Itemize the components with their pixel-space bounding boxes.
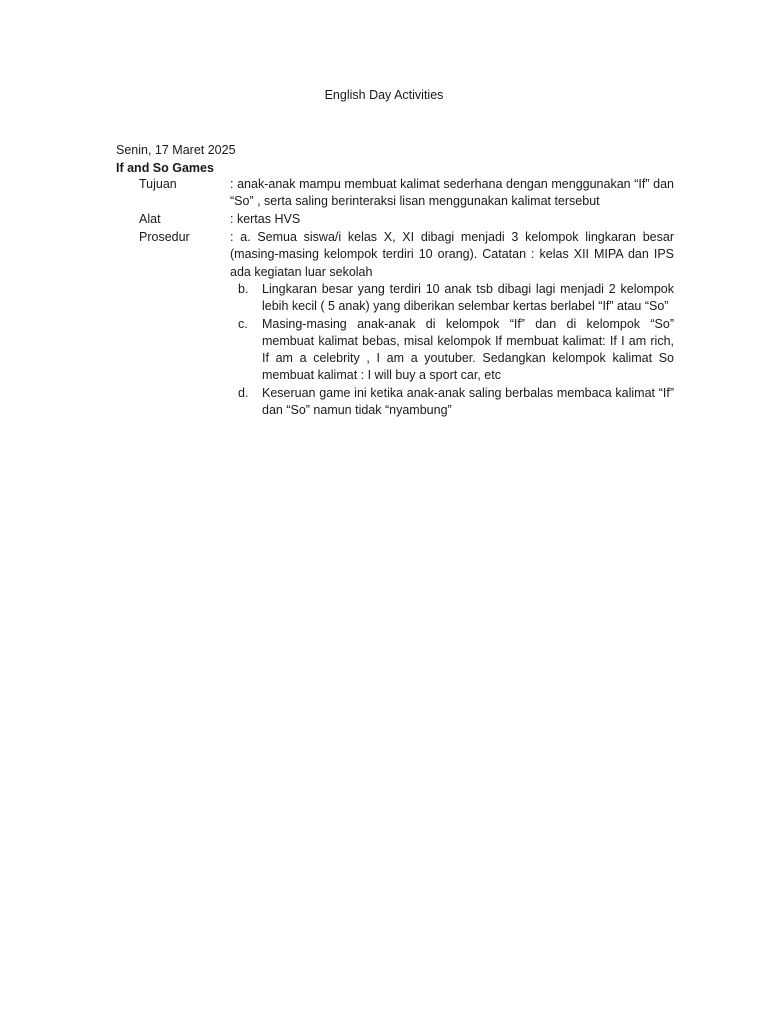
section-heading: If and So Games bbox=[116, 161, 214, 175]
step-text: Masing-masing anak-anak di kelompok “If” dan di kelompok “So” membuat kalimat bebas, misal kelompok If membuat kalimat: If I am rich, If am a celebrity , I am a youtuber. Sedangkan kelompok kalimat So membuat kalimat : I will buy a sport car, etc bbox=[262, 316, 674, 383]
activity-date: Senin, 17 Maret 2025 bbox=[116, 143, 236, 157]
prosedur-step bbox=[238, 385, 674, 420]
tujuan-value: : anak-anak mampu membuat kalimat sederhana dengan menggunakan “If” dan “So” , serta saling berinteraksi lisan menggunakan kalimat tersebut bbox=[230, 177, 674, 209]
prosedur-steps-list bbox=[238, 281, 674, 419]
document-title: English Day Activities bbox=[324, 88, 444, 102]
step-text: Lingkaran besar yang terdiri 10 anak tsb dibagi lagi menjadi 2 kelompok lebih kecil ( 5 anak) yang diberikan selembar kertas berlabel “If” atau “So” bbox=[262, 282, 674, 314]
prosedur-step-a: : a. Semua siswa/i kelas X, XI dibagi menjadi 3 kelompok lingkaran besar (masing-masing kelompok terdiri 10 orang). Catatan : kelas XII MIPA dan IPS ada kegiatan luar sekolah bbox=[230, 230, 674, 279]
alat-value: : kertas HVS bbox=[230, 212, 301, 226]
step-marker: b. bbox=[238, 282, 249, 296]
step-text: Keseruan game ini ketika anak-anak saling berbalas membaca kalimat “If” dan “So” namun tidak “nyambung” bbox=[262, 385, 674, 418]
step-marker: c. bbox=[238, 316, 248, 331]
prosedur-label: Prosedur bbox=[139, 230, 190, 244]
alat-label: Alat bbox=[139, 212, 161, 226]
tujuan-label: Tujuan bbox=[139, 177, 177, 191]
prosedur-step bbox=[238, 316, 674, 385]
step-marker: d. bbox=[238, 385, 249, 400]
prosedur-step bbox=[238, 281, 674, 316]
